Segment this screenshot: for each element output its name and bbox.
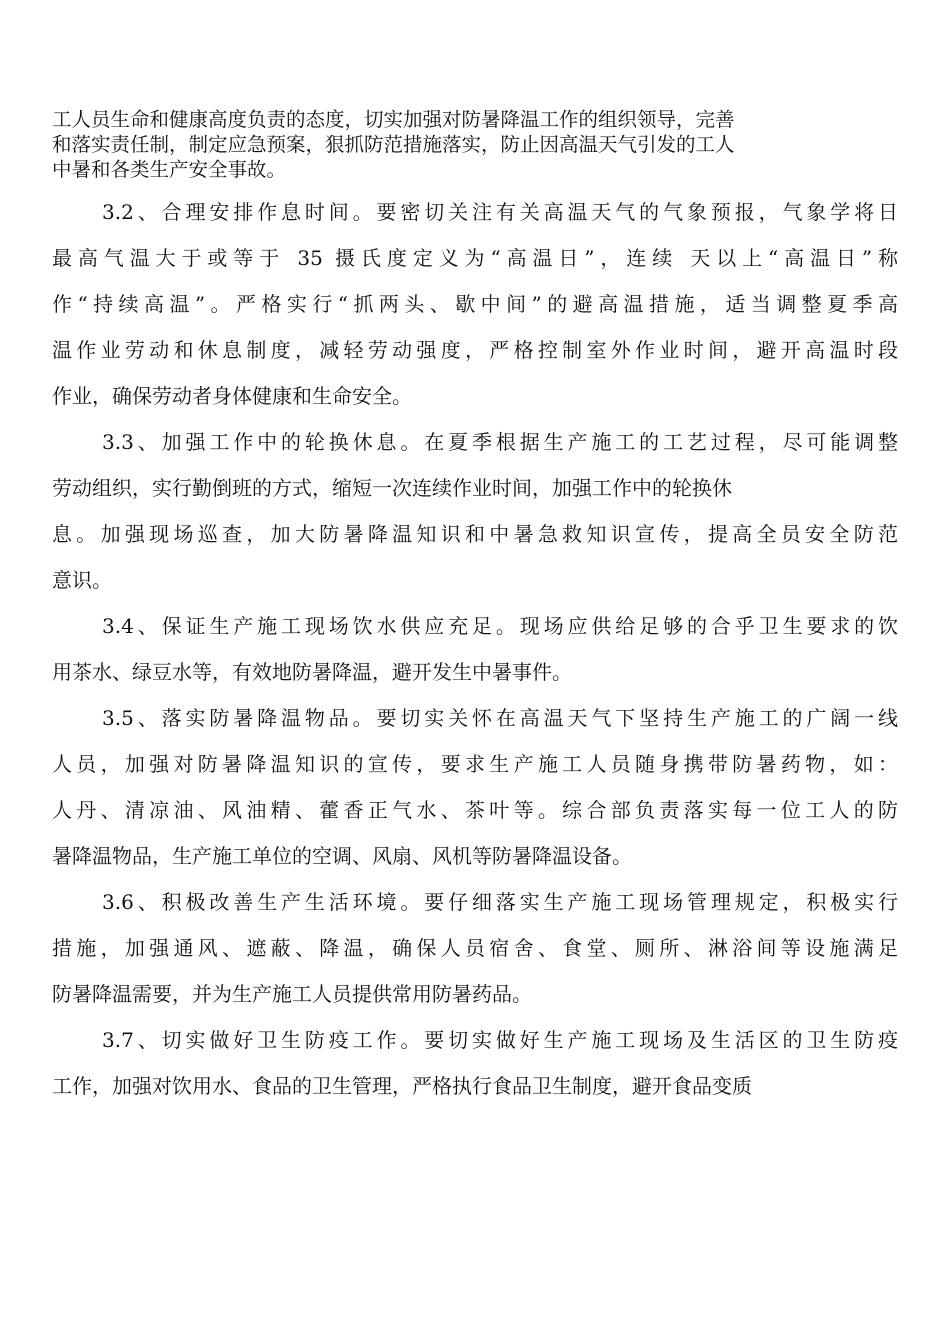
paragraph-3-5 [52, 695, 898, 879]
paragraph-line: 3.7、切实做好卫生防疫工作。要切实做好生产施工现场及生活区的卫生防疫 [102, 1028, 898, 1052]
paragraph-line: 3.2、合理安排作息时间。要密切关注有关高温天气的气象预报，气象学将日 [102, 200, 898, 224]
paragraph-line: 劳动组织，实行勤倒班的方式，缩短一次连续作业时间，加强工作中的轮换休 [52, 476, 732, 500]
intro-line: 工人员生命和健康高度负责的态度，切实加强对防暑降温工作的组织领导，完善 [52, 108, 735, 131]
paragraph-line: 3.5、落实防暑降温物品。要切实关怀在高温天气下坚持生产施工的广阔一线 [102, 706, 898, 730]
paragraph-3-4 [52, 603, 898, 695]
paragraph-line: 暑降温物品，生产施工单位的空调、风扇、风机等防暑降温设备。 [52, 844, 632, 868]
paragraph-3-6 [52, 879, 898, 1017]
paragraph-line: 3.4、保证生产施工现场饮水供应充足。现场应供给足够的合乎卫生要求的饮 [102, 614, 898, 638]
paragraph-line: 人员，加强对防暑降温知识的宣传，要求生产施工人员随身携带防暑药物，如： [52, 752, 898, 776]
paragraph-line: 意识。 [52, 568, 112, 592]
paragraph-line: 工作，加强对饮用水、食品的卫生管理，严格执行食品卫生制度，避开食品变质 [52, 1074, 752, 1098]
paragraph-3-7 [52, 1017, 898, 1109]
paragraph-line: 措施，加强通风、遮蔽、降温，确保人员宿舍、食堂、厕所、淋浴间等设施满足 [52, 936, 898, 960]
paragraph-line: 用茶水、绿豆水等，有效地防暑降温，避开发生中暑事件。 [52, 660, 572, 684]
paragraph-line: 最高气温大于或等于 35 摄氏度定义为“高温日”，连续 天以上“高温日”称 [52, 246, 898, 270]
paragraph-3-2 [52, 189, 898, 419]
paragraph-line: 3.3、加强工作中的轮换休息。在夏季根据生产施工的工艺过程，尽可能调整 [102, 430, 898, 454]
paragraph-line: 息。加强现场巡查，加大防暑降温知识和中暑急救知识宣传，提高全员安全防范 [52, 522, 898, 546]
paragraph-3-3 [52, 419, 898, 603]
paragraph-line: 人丹、清凉油、风油精、藿香正气水、茶叶等。综合部负责落实每一位工人的防 [52, 798, 898, 822]
intro-line: 中暑和各类生产安全事故。 [52, 158, 287, 181]
paragraph-line: 温作业劳动和休息制度，减轻劳动强度，严格控制室外作业时间，避开高温时段 [52, 338, 898, 362]
intro-paragraph [52, 107, 852, 182]
intro-line: 和落实责任制，制定应急预案，狠抓防范措施落实，防止因高温天气引发的工人 [52, 133, 735, 156]
paragraph-line: 作“持续高温”。严格实行“抓两头、歇中间”的避高温措施，适当调整夏季高 [52, 292, 898, 316]
paragraph-line: 作业，确保劳动者身体健康和生命安全。 [52, 384, 412, 408]
paragraph-line: 防暑降温需要，并为生产施工人员提供常用防暑药品。 [52, 982, 532, 1006]
paragraph-line: 3.6、积极改善生产生活环境。要仔细落实生产施工现场管理规定，积极实行 [102, 890, 898, 914]
